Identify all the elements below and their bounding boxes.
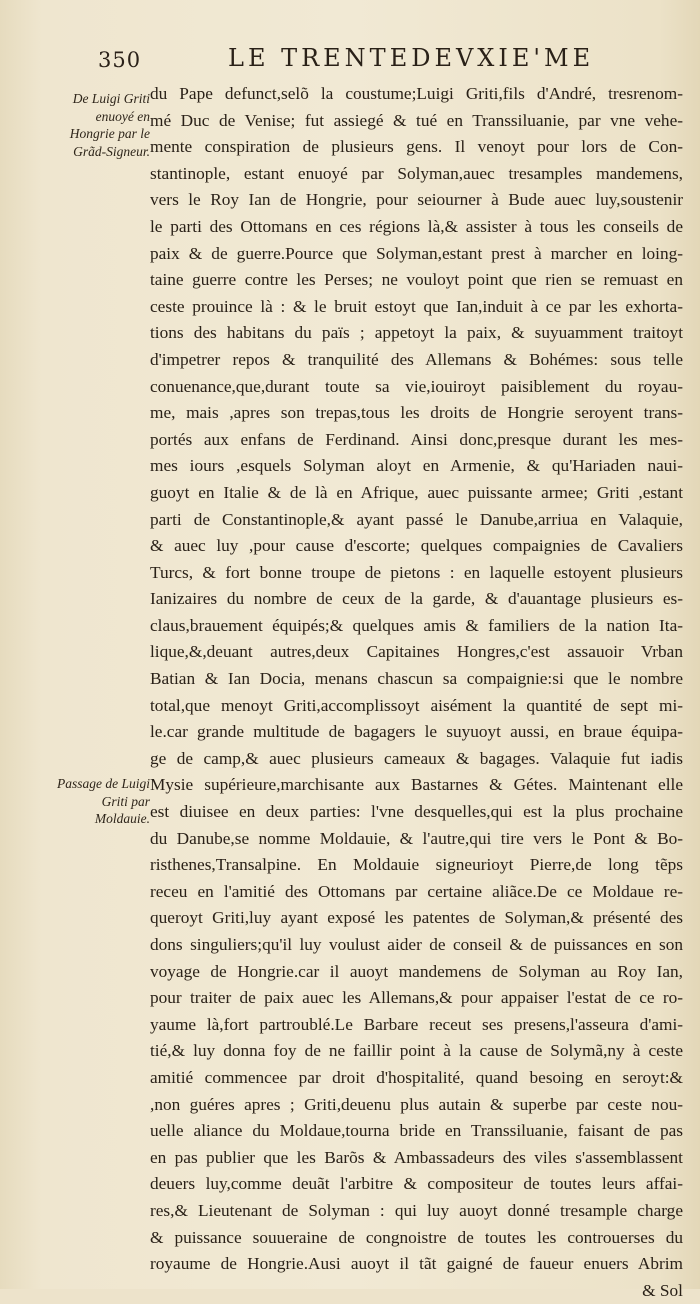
text-line: & auec luy ,pour cause d'escorte; quelques compaignies de Cavaliers [150,536,683,556]
text-line: Turcs, & fort bonne troupe de pietons : en laquelle estoyent plusieurs [150,562,683,582]
text-line: du Pape defunct,selõ la coustume;Luigi Griti,fils d'André, tresrenom- [150,84,683,103]
catchword: & Sol [642,1280,683,1300]
text-line: mé Duc de Venise; fut assiegé & tué en Transsiluanie, par vne vehe- [150,110,683,130]
text-line: du Danube,se nomme Moldauie, & l'autre,qui tire vers le Pont & Bo- [150,828,683,848]
text-line: uelle aliance du Moldaue,tourna bride en Transsiluanie, faisant de pas [150,1121,683,1141]
text-line: tié,& luy donna foy de ne faillir point à la cause de Solymã,ny à ceste [150,1041,683,1061]
text-line: res,& Lieutenant de Solyman : qui luy auoyt donné tresample charge [150,1200,683,1220]
text-line: portés aux enfans de Ferdinand. Ainsi donc,presque durant les mes- [150,429,683,449]
page-number: 350 [98,48,142,72]
text-line: guoyt en Italie & de là en Afrique, auec puissante armee; Griti ,estant [150,482,683,502]
margin-note-griti-passage: Passage de Luigi Griti par Moldauie. [57,776,150,826]
text-line: stantinople, estant enuoyé par Solyman,auec tresamples mandemens, [150,163,683,183]
text-line: lique,&,deuant autres,deux Capitaines Hongres,c'est assauoir Vrban [150,642,683,662]
text-line: amitié commencee par droit d'hospitalité, quand besoing en seroyt:& [150,1067,683,1087]
text-line: receu en l'amitié des Ottomans par certaine aliãce.De ce Moldaue re- [150,881,683,901]
text-line: claus,brauement équipés;& quelques amis & familiers de la nation Ita- [150,615,683,635]
text-line: ge de camp,& auec plusieurs cameaux & bagages. Valaquie fut iadis [150,748,683,768]
text-line: parti de Constantinople,& ayant passé le Danube,arriua en Valaquie, [150,509,683,529]
body-text [150,81,683,1304]
text-line: vers le Roy Ian de Hongrie, pour seiourner à Bude auec luy,soustenir [150,190,683,210]
text-line: mes iours ,esquels Solyman aloyt en Armenie, & qu'Hariaden naui- [150,456,683,476]
text-line: paix & de guerre.Pource que Solyman,estant prest à marcher en loing- [150,243,683,263]
text-line: pour traiter de paix auec les Allemans,& pour appaiser l'estat de ce ro- [150,988,683,1008]
text-line: taine guerre contre les Perses; ne vouloyt point que rien se remuast en [150,270,683,290]
text-line: le parti des Ottomans en ces régions là,& assister à tous les conseils de [150,216,683,236]
text-line: d'impetrer repos & tranquilité des Allemans & Bohémes: sous telle [150,349,683,369]
text-line: dons singuliers;qu'il luy voulust aider de conseil & de puissances en son [150,935,683,954]
text-line: royaume de Hongrie.Ausi auoyt il tãt gaigné de faueur enuers Abrim [150,1254,683,1274]
text-line: le.car grande multitude de bagagers le suyuoyt aussi, en braue équipa- [150,722,683,742]
text-line: Batian & Ian Docia, menans chascun sa compaignie:si que le nombre [150,669,683,689]
text-line: risthenes,Transalpine. En Moldauie signeurioyt Pierre,de long tẽps [150,855,683,875]
text-line: mente conspiration de plusieurs gens. Il venoyt pour lors de Con- [150,137,683,157]
text-line: conuenance,que,durant toute sa vie,iouiroyt paisiblement du royau- [150,376,683,396]
text-line: ,non guéres apres ; Griti,deuenu plus autain & superbe par ceste nou- [150,1094,683,1114]
text-line: Ianizaires du nombre de ceux de la garde, & d'auantage plusieurs es- [150,589,683,609]
text-line: voyage de Hongrie.car il auoyt mandemens de Solyman au Roy Ian, [150,961,683,981]
text-line: ceste prouince là : & le bruit estoyt que Ian,induit à ce par les exhorta- [150,296,683,316]
margin-note-griti-sent: De Luigi Griti enuoyé en Hongrie par le Grãd-Signeur. [69,91,150,159]
text-line: queroyt Griti,luy ayant exposé les patentes de Solyman,& présenté des [150,908,683,928]
text-line: me, mais ,apres son trepas,tous les droits de Hongrie seroyent trans- [150,403,683,423]
text-line: total,que menoyt Griti,accomplissoyt aisément la quantité de sept mi- [150,695,683,715]
text-line: & puissance souueraine de congnoistre de toutes les controuerses du [150,1227,683,1247]
text-line: en pas publier que les Barõs & Ambassadeurs des viles s'assemblassent [150,1147,683,1167]
text-line: yaume là,fort partroublé.Le Barbare receut ses presens,l'asseura d'ami- [150,1014,683,1034]
text-line: tions des habitans du païs ; appetoyt la paix, & suyuamment traitoyt [150,323,683,343]
text-line: deuers luy,comme deuãt l'arbitre & compositeur de toutes leurs affai- [150,1174,683,1194]
text-line: est diuisee en deux parties: l'vne desquelles,qui est la plus prochaine [150,802,683,822]
running-title: LE TRENTEDEVXIE'ME [228,44,595,72]
text-line: Mysie supérieure,marchisante aux Bastarnes & Gétes. Maintenant elle [150,775,683,795]
